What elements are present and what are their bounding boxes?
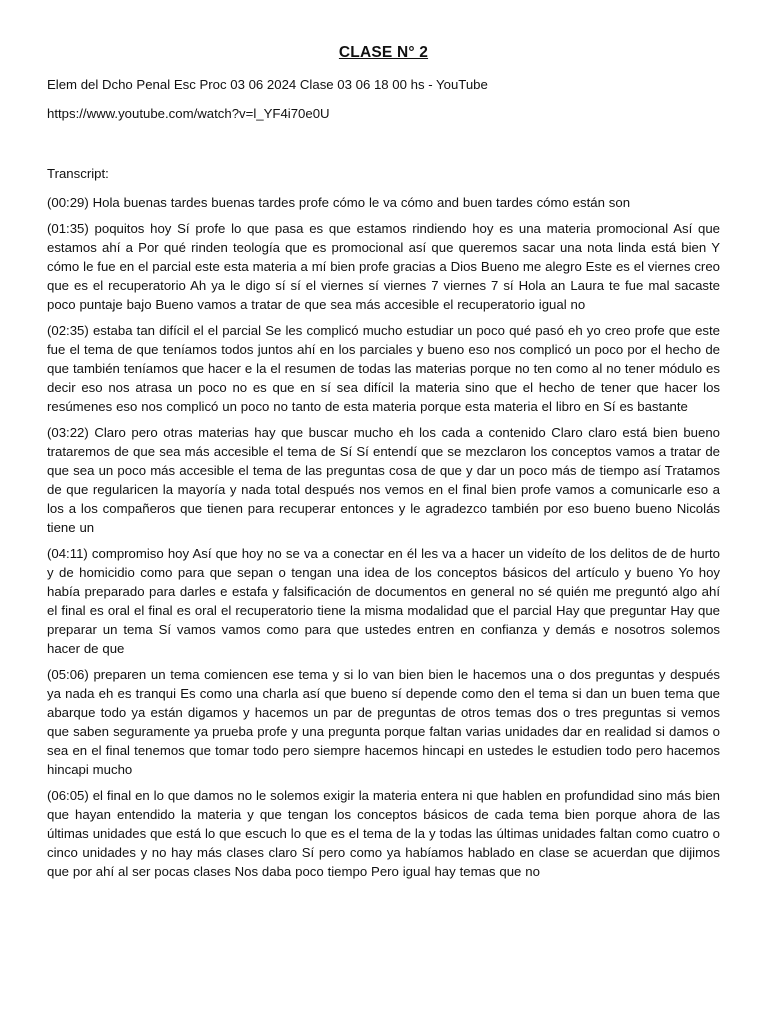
- transcript-label: Transcript:: [47, 166, 109, 181]
- transcript-paragraph: (03:22) Claro pero otras materias hay que buscar mucho eh los cada a contenido Claro claro está bien bueno trataremos de que sea más accesible el tema de Sí Sí entendí que se mezclaron los conceptos vamos a tratar de que sea un poco más accesible el tema de las preguntas cosa de que y dar un poco más de tiempo así Tratamos de que regularicen la mayoría y nada total después nos vemos en el final bien profe vamos a comunicarle eso a los a los compañeros que tienen para recuperar entonces y le agradezco también por eso bueno bueno Nicolás tiene un: [47, 425, 720, 535]
- transcript-paragraph: (04:11) compromiso hoy Así que hoy no se va a conectar en él les va a hacer un videíto de los delitos de de hurto y de homicidio como para que sepan o tengan una idea de los conceptos básicos del artículo y bueno Yo hoy había preparado para darles e estafa y falsificación de documentos en general no sé quién me preguntó algo ahí el final es oral el final es oral el recuperatorio tiene la misma modalidad que el parcial Hay que preguntar Hay que preparar un tema Sí vamos vamos como para que ustedes entren en confianza y demás e nosotros solemos hacer de que: [47, 546, 720, 656]
- transcript-paragraph: (05:06) preparen un tema comiencen ese tema y si lo van bien bien le hacemos una o dos preguntas y después ya nada eh es tranqui Es como una charla así que bueno sí depende como den el tema si dan un buen tema que abarque todo ya están digamos y hacemos un par de preguntas de otros temas dos o tres preguntas si vemos que saben seguramente ya prueba profe y una pregunta porque faltan varias unidades dar en realidad si damos o sea en el final tenemos que tomar todo pero siempre hacemos hincapi en ustedes le estudien todo pero hacemos hincapi mucho: [47, 667, 720, 777]
- video-url[interactable]: https://www.youtube.com/watch?v=l_YF4i70e0U: [47, 106, 330, 121]
- transcript-paragraph: (06:05) el final en lo que damos no le solemos exigir la materia entera ni que hablen en profundidad sino más bien que hayan entendido la materia y que tengan los conceptos básicos de cada tema bien porque ahora de las últimas unidades que está lo que escuch lo que es el tema de la y todas las últimas unidades faltan como cuatro o cinco unidades y no hay más clases claro Sí pero como ya habíamos hablado en clase se acuerdan que dijimos que por ahí al ser pocas clases Nos daba poco tiempo Pero igual hay temas que no: [47, 788, 720, 879]
- transcript-paragraph: (00:29) Hola buenas tardes buenas tardes profe cómo le va cómo and buen tardes cómo están son: [47, 195, 631, 210]
- document-title: CLASE N° 2: [338, 44, 429, 61]
- transcript-paragraph: (02:35) estaba tan difícil el el parcial Se les complicó mucho estudiar un poco qué pasó eh yo creo profe que este fue el tema de que teníamos todos juntos ahí en los parciales y bueno eso nos complicó un poco por el hecho de que también teníamos que hacer e la el resumen de todas las materias porque no ten como al no tener módulo es decir eso nos atrasa un poco no es que en sí sea difícil la materia sino que el hecho de tener que hacer los resúmenes eso nos complicó un poco no tanto de esta materia porque esta materia el libro en Sí es bastante: [47, 323, 720, 414]
- transcript-paragraph: (01:35) poquitos hoy Sí profe lo que pasa es que estamos rindiendo hoy es una materia promocional Así que estamos ahí a Por qué rinden teología que es promocional así que queremos sacar una nota linda está bien Y cómo le fue en el parcial este esta materia a mí bien profe gracias a Dios Bueno me alegro Este es el viernes creo que es el recuperatorio Ah ya le digo sí sí el viernes sí viernes 7 viernes 7 sí Hola an Laura te fue mal sacaste poco puntaje bajo Bueno vamos a tratar de que sea más accesible el recuperatorio igual no: [47, 221, 720, 312]
- transcript-body: [47, 193, 720, 881]
- video-title: Elem del Dcho Penal Esc Proc 03 06 2024 Clase 03 06 18 00 hs - YouTube: [47, 77, 488, 92]
